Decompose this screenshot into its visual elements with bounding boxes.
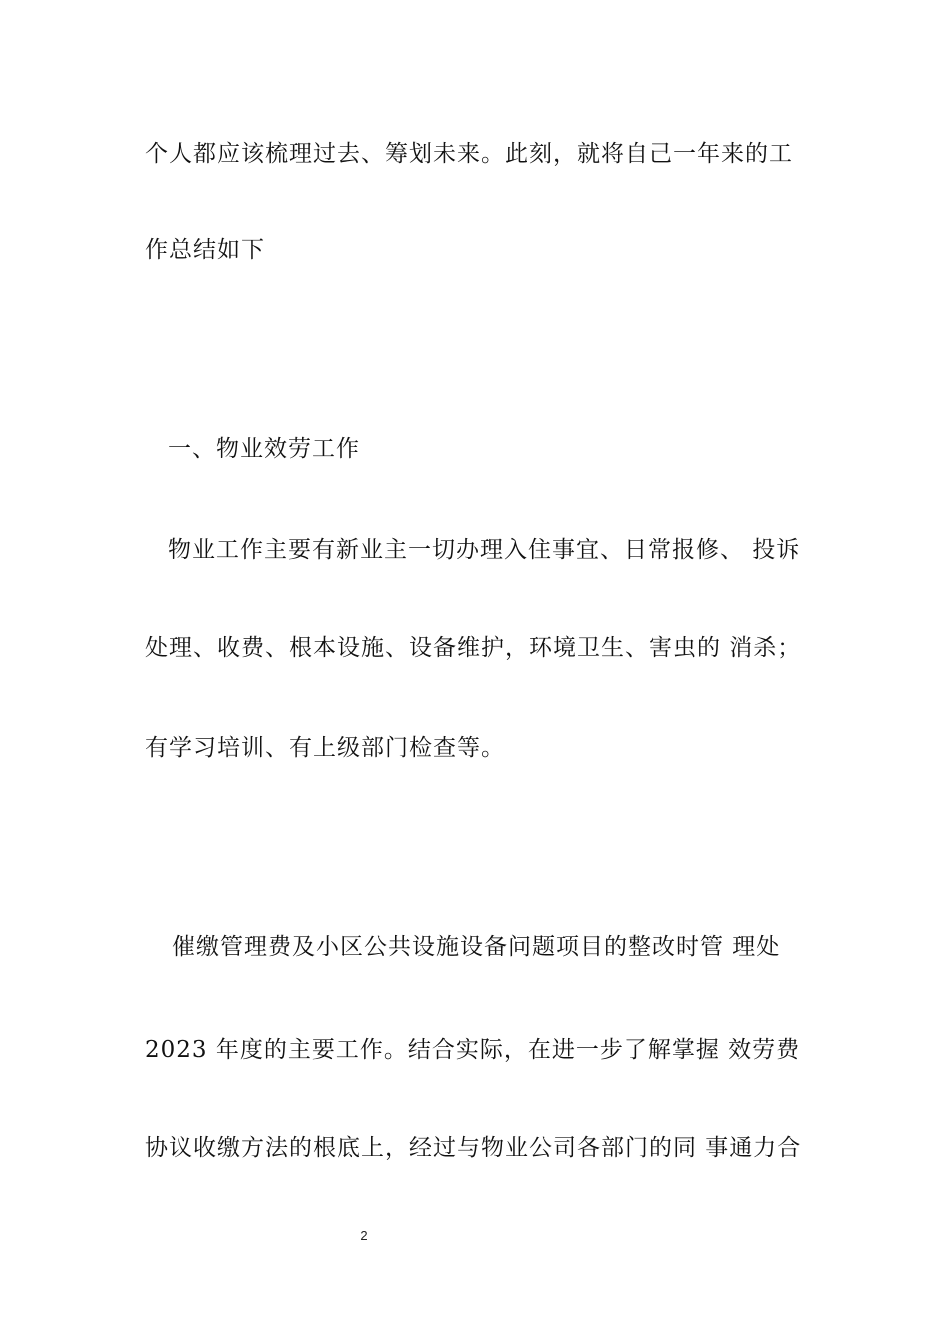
paragraph-line-4: 处理、收费、根本设施、设备维护，环境卫生、害虫的 消杀； bbox=[145, 635, 802, 661]
paragraph-line-7: 2023 年度的主要工作。结合实际，在进一步了解掌握 效劳费 bbox=[145, 1037, 801, 1063]
paragraph-line-6: 催缴管理费及小区公共设施设备问题项目的整改时管 理处 bbox=[172, 934, 781, 960]
paragraph-line-8: 协议收缴方法的根底上，经过与物业公司各部门的同 事通力合 bbox=[145, 1135, 802, 1161]
paragraph-line-3: 物业工作主要有新业主一切办理入住事宜、日常报修、 投诉 bbox=[168, 537, 801, 563]
paragraph-line-5: 有学习培训、有上级部门检查等。 bbox=[145, 735, 505, 761]
paragraph-line-2: 作总结如下 bbox=[145, 237, 265, 263]
paragraph-line-1: 个人都应该梳理过去、筹划未来。此刻，就将自己一年来的工 bbox=[145, 141, 793, 167]
page-number: 2 bbox=[360, 1228, 368, 1243]
section-heading: 一、物业效劳工作 bbox=[168, 436, 360, 462]
